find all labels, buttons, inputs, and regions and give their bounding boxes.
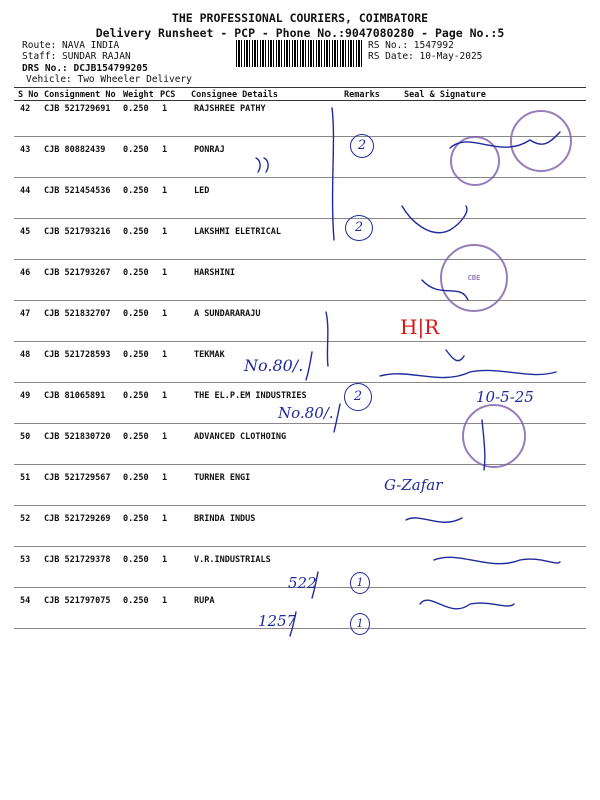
remark-circle-1-row-54: 1 <box>350 613 370 635</box>
row-50-sno: 50 <box>20 432 31 442</box>
signature-row-44-45 <box>402 206 467 233</box>
row-49-pcs: 1 <box>162 391 168 401</box>
row-50-consignment: CJB 521830720 <box>44 432 111 442</box>
row-42-sno: 42 <box>20 104 31 114</box>
number-522-note: 522 <box>288 574 317 592</box>
row-43-pcs: 1 <box>162 145 168 155</box>
row-46-consignee: HARSHINI <box>194 268 235 278</box>
row-52-consignment: CJB 521729269 <box>44 514 111 524</box>
row-52-consignee: BRINDA INDUS <box>194 514 256 524</box>
row-54-weight: 0.250 <box>123 596 149 606</box>
row-51-consignment: CJB 521729567 <box>44 473 111 483</box>
slash-row-48 <box>306 352 312 380</box>
remark-stroke-rows-42-45 <box>332 108 334 240</box>
signature-row-53 <box>434 557 560 563</box>
row-42-pcs: 1 <box>162 104 168 114</box>
row-52-sno: 52 <box>20 514 31 524</box>
remark-circle-2-row-43: 2 <box>350 134 374 158</box>
col-seal-signature: Seal & Signature <box>404 90 486 100</box>
row-51-pcs: 1 <box>162 473 168 483</box>
row-51-weight: 0.250 <box>123 473 149 483</box>
slash-row-49 <box>334 404 340 432</box>
row-43-weight: 0.250 <box>123 145 149 155</box>
route-label: Route: NAVA INDIA <box>22 40 120 51</box>
remark-circle-2-row-49: 2 <box>344 383 372 411</box>
row-46-consignment: CJB 521793267 <box>44 268 111 278</box>
col-pcs: PCS <box>160 90 176 100</box>
vehicle-label: Vehicle: Two Wheeler Delivery <box>26 74 192 85</box>
row-50-consignee: ADVANCED CLOTHOING <box>194 432 287 442</box>
remark-circle-2-row-45: 2 <box>345 215 373 241</box>
row-53-weight: 0.250 <box>123 555 149 565</box>
row-48-sno: 48 <box>20 350 31 360</box>
col-consignee: Consignee Details <box>191 90 278 100</box>
row-44-consignee: LED <box>194 186 210 196</box>
runsheet-subtitle: Delivery Runsheet - PCP - Phone No.:9047080280 - Page No.:5 <box>95 26 505 40</box>
row-49-consignment: CJB 81065891 <box>44 391 106 401</box>
row-46-weight: 0.250 <box>123 268 149 278</box>
row-48-weight: 0.250 <box>123 350 149 360</box>
row-54-sno: 54 <box>20 596 31 606</box>
staff-label: Staff: SUNDAR RAJAN <box>22 51 131 62</box>
row-48-consignee: TEKMAK <box>194 350 225 360</box>
signature-row-51: G-Zafar <box>384 476 443 494</box>
signature-row-52 <box>406 518 462 522</box>
row-47-weight: 0.250 <box>123 309 149 319</box>
signature-row-50 <box>482 420 485 470</box>
signature-row-48 <box>446 350 464 361</box>
row-50-weight: 0.250 <box>123 432 149 442</box>
slash-row-53 <box>312 572 318 598</box>
row-47-consignee: A SUNDARARAJU <box>194 309 261 319</box>
row-54-consignment: CJB 521797075 <box>44 596 111 606</box>
row-45-pcs: 1 <box>162 227 168 237</box>
rs-number: RS No.: 1547992 <box>368 40 454 51</box>
row-52-weight: 0.250 <box>123 514 149 524</box>
row-44-consignment: CJB 521454536 <box>44 186 111 196</box>
slash-row-54 <box>290 612 296 636</box>
row-44-weight: 0.250 <box>123 186 149 196</box>
row-52-pcs: 1 <box>162 514 168 524</box>
remark-circle-1-row-53: 1 <box>350 572 370 594</box>
handwritten-line-row-48 <box>380 370 556 377</box>
mark-row-43 <box>256 158 268 172</box>
row-48-consignment: CJB 521728593 <box>44 350 111 360</box>
row-43-consignee: PONRAJ <box>194 145 225 155</box>
row-42-consignee: RAJSHREE PATHY <box>194 104 266 114</box>
row-47-sno: 47 <box>20 309 31 319</box>
row-43-sno: 43 <box>20 145 31 155</box>
company-title: THE PROFESSIONAL COURIERS, COIMBATORE <box>171 11 429 25</box>
row-46-sno: 46 <box>20 268 31 278</box>
remark-stroke-rows-46-48 <box>326 312 328 366</box>
row-47-pcs: 1 <box>162 309 168 319</box>
row-46-pcs: 1 <box>162 268 168 278</box>
row-44-pcs: 1 <box>162 186 168 196</box>
number-1257-note: 1257 <box>258 612 297 630</box>
row-51-consignee: TURNER ENGI <box>194 473 251 483</box>
row-53-consignment: CJB 521729378 <box>44 555 111 565</box>
row-50-pcs: 1 <box>162 432 168 442</box>
row-48-pcs: 1 <box>162 350 168 360</box>
drs-label: DRS No.: DCJB154799205 <box>22 63 148 74</box>
row-47-consignment: CJB 521832707 <box>44 309 111 319</box>
row-53-sno: 53 <box>20 555 31 565</box>
row-45-consignment: CJB 521793216 <box>44 227 111 237</box>
row-53-consignee: V.R.INDUSTRIALS <box>194 555 271 565</box>
row-54-consignee: RUPA <box>194 596 215 606</box>
no80-note-a: No.80/. <box>244 356 304 375</box>
row-42-consignment: CJB 521729691 <box>44 104 111 114</box>
hr-note: H|R <box>400 315 440 339</box>
rs-date: RS Date: 10-May-2025 <box>368 51 483 62</box>
row-44-sno: 44 <box>20 186 31 196</box>
row-42-weight: 0.250 <box>123 104 149 114</box>
col-remarks: Remarks <box>344 90 380 100</box>
row-49-consignee: THE EL.P.EM INDUSTRIES <box>194 391 307 401</box>
row-45-weight: 0.250 <box>123 227 149 237</box>
row-43-consignment: CJB 80882439 <box>44 145 106 155</box>
col-consignment: Consignment No <box>44 90 116 100</box>
col-weight: Weight <box>123 90 154 100</box>
signature-row-46 <box>422 280 468 300</box>
row-49-weight: 0.250 <box>123 391 149 401</box>
row-45-sno: 45 <box>20 227 31 237</box>
row-45-consignee: LAKSHMI ELETRICAL <box>194 227 281 237</box>
col-sno: S No <box>18 90 39 100</box>
seal-city-text: CBE <box>467 274 481 282</box>
row-51-sno: 51 <box>20 473 31 483</box>
row-54-pcs: 1 <box>162 596 168 606</box>
signature-row-54 <box>420 600 514 609</box>
row-53-pcs: 1 <box>162 555 168 565</box>
date-note: 10-5-25 <box>476 388 534 406</box>
row-49-sno: 49 <box>20 391 31 401</box>
no80-note-b: No.80/. <box>278 404 334 422</box>
signature-row-42-43 <box>450 132 560 148</box>
